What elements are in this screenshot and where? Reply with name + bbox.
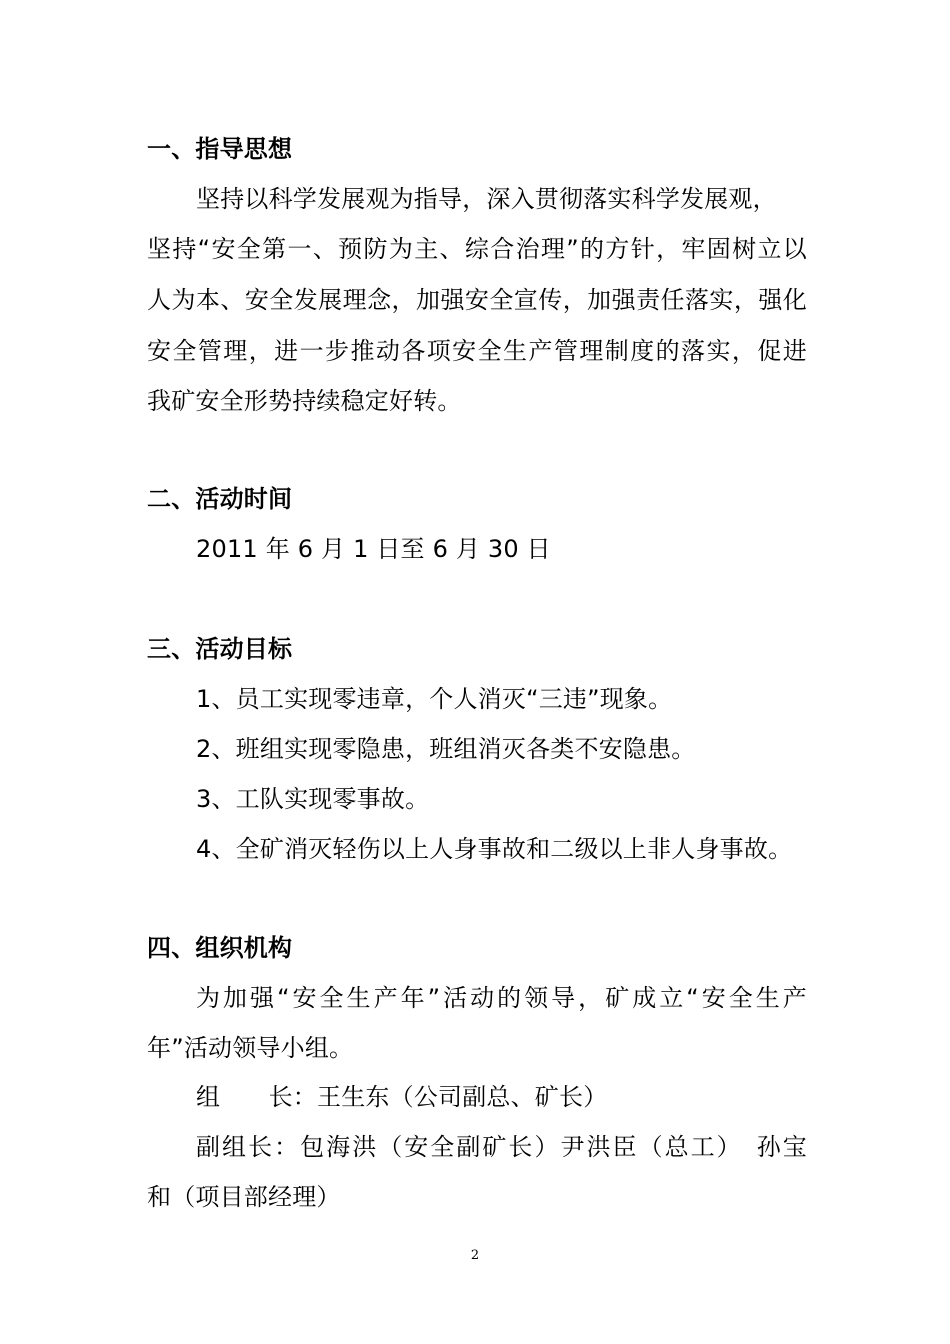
section-heading-activity-goals: 三、活动目标 bbox=[147, 635, 293, 663]
deputy-leader-line: 副组长：包海洪（安全副矿长）尹洪臣（总工） 孙宝 bbox=[196, 1133, 807, 1161]
paragraph-line: 为加强“安全生产年”活动的领导，矿成立“安全生产 bbox=[196, 984, 807, 1012]
team-leader-line: 组 长：王生东（公司副总、矿长） bbox=[196, 1083, 608, 1111]
page-number: 2 bbox=[470, 1248, 480, 1263]
goal-item: 4、全矿消灭轻伤以上人身事故和二级以上非人身事故。 bbox=[196, 835, 793, 863]
paragraph-line: 我矿安全形势持续稳定好转。 bbox=[147, 387, 462, 415]
paragraph-line: 坚持“安全第一、预防为主、综合治理”的方针，牢固树立以 bbox=[147, 235, 807, 263]
paragraph-line: 安全管理，进一步推动各项安全生产管理制度的落实，促进 bbox=[147, 337, 807, 365]
deputy-leader-line-continued: 和（项目部经理） bbox=[147, 1183, 341, 1211]
section-heading-guiding-ideology: 一、指导思想 bbox=[147, 135, 293, 163]
goal-item: 2、班组实现零隐患，班组消灭各类不安隐患。 bbox=[196, 735, 696, 763]
paragraph-line: 年”活动领导小组。 bbox=[147, 1034, 354, 1062]
paragraph-line: 人为本、安全发展理念，加强安全宣传，加强责任落实，强化 bbox=[147, 286, 807, 314]
goal-item: 1、员工实现零违章，个人消灭“三违”现象。 bbox=[196, 685, 673, 713]
section-heading-activity-time: 二、活动时间 bbox=[147, 485, 293, 513]
paragraph-line: 坚持以科学发展观为指导，深入贯彻落实科学发展观， bbox=[196, 185, 777, 213]
activity-date-range: 2011 年 6 月 1 日至 6 月 30 日 bbox=[196, 535, 551, 563]
section-heading-organization: 四、组织机构 bbox=[147, 934, 293, 962]
goal-item: 3、工队实现零事故。 bbox=[196, 785, 430, 813]
